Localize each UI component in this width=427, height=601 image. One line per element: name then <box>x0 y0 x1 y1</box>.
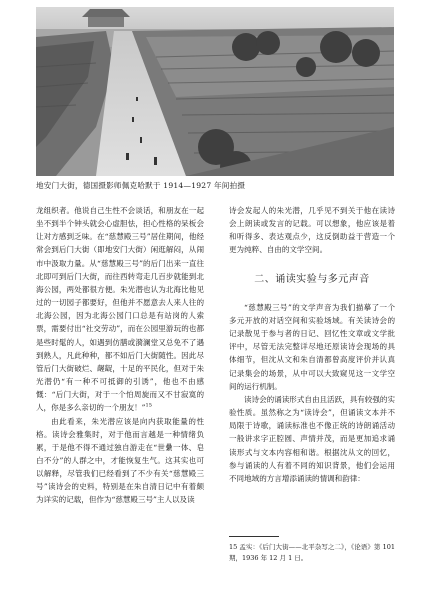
footnote-divider <box>229 536 279 537</box>
body-paragraph: 读诗会的诵读形式自由且活跃，具有较强的实验性质。虽然称之为“读诗会”，但诵读文本并不局限于诗歌，诵读标准也不像正统的诗朗诵活动一般讲求字正腔圆、声情并茂，而是更加追求诵读形式与文本内容相和谐。根据沈从文的回忆，参与诵读的人有着不同的知识背景，他们会运用不同地域的方言增添诵读的情调和韵律： <box>229 394 395 483</box>
body-paragraph: “慈慧殿三号”的文学声音为我们描摹了一个多元开放的对话空间和实验场域。有关读诗会的记录散见于参与者的日记、回忆性文章或文学批评中，尽管无法完整详尽地还原读诗会现场的具体细节，但沈从文和朱自清都曾高度评价并认真记录集会的场景，从中可以大致窥见这一文学空间的运行机制。 <box>229 302 395 391</box>
photo-graphic <box>36 7 394 176</box>
right-column <box>229 204 395 485</box>
left-column <box>36 204 204 507</box>
figure-caption: 地安门大街，德国摄影师佩克哈默于 1914—1927 年间拍摄 <box>36 181 246 190</box>
street-photograph <box>36 7 394 176</box>
body-paragraph: 由此看来，朱光潜应该是向内获取能量的性格。读诗会雅集时，对于他而言越是一种情绪负累，于是他不得不通过独自游走在“世纍一体、皂白不分”的人群之中，才能恢复生气。这其实也可以解释，尽管我们已经看到了不少有关“慈慧殿三号”读诗会的史料，特别是在朱自清日记中有着颇为详实的记载，但作为“慈慧殿三号”主人以及读 <box>36 416 204 505</box>
paragraph-text: 龙组织者。他说自己生性不会谈话，和朋友在一起坐不到半个钟头就会心虚胆怯，担心性格的呆板会让对方感到乏味。在“慈慧殿三号”居住期间，他经常会到后门大街（即地安门大街）闲逛解闷，从闹市中汲取力量。从“慈慧殿三号”的后门出来一直往北即可到后门大街，而往西转弯走几百步就能到北海公园，两处都很方便。朱光潜也认为北海比他见过的一切园子都要好，但他并不愿意去人来人往的北海公园，因为北海公园门口总是有站岗的人索票，需要付出“社交劳动”，而在公园里游玩的也都是些时髦的人，如遇到仿膳或漪澜堂又总免不了遇到熟人，凡此种种，都不如后门大街随性。因此尽管后门大街破烂、龌龊，十足的平民化，但对于朱光潜仍“有一种不可抵御的引诱”，他也不由感慨：“后门大街，对于一个怕周旋而又不甘寂寞的人，你是多么亲切的一个朋友！” <box>36 206 204 413</box>
body-paragraph: 诗会发起人的朱光潜，几乎见不到关于他在读诗会上朗读或发言的记载。可以想象，他应该是着和听得多、表达观点少，这反倒助益于营造一个更为纯粹、自由的文学空间。 <box>229 206 395 255</box>
section-heading: 二、诵读实验与多元声音 <box>254 273 370 285</box>
footnote-marker: 15 <box>145 402 152 409</box>
body-paragraph <box>36 204 204 415</box>
footnote: 15 孟实：《后门大街——北平杂写之二》，《论语》第 101 期，1936 年 12 月 1 日。 <box>229 543 395 562</box>
